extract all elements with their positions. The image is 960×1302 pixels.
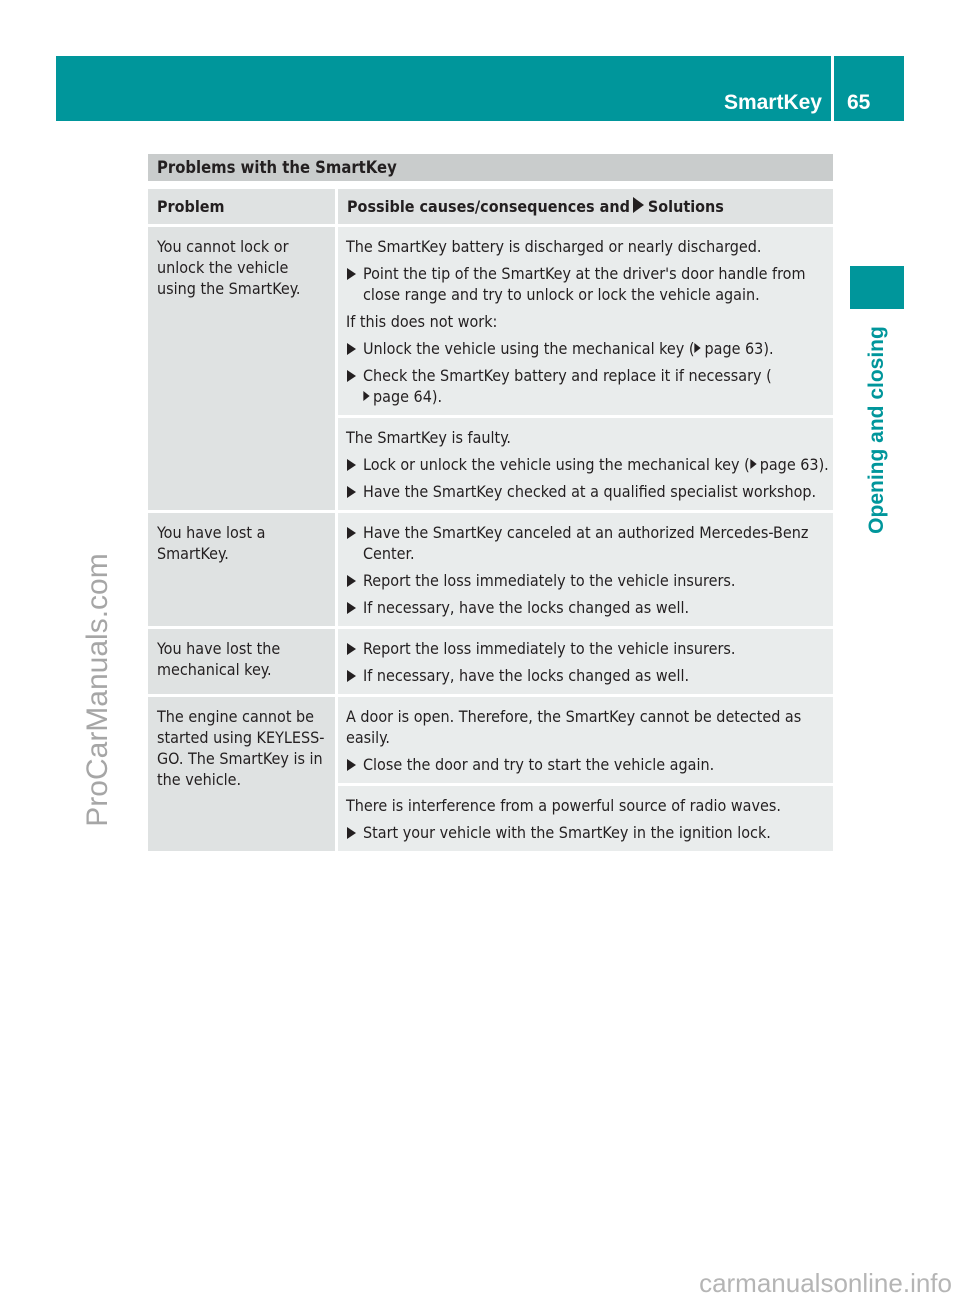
- action-arrow-icon: [346, 454, 363, 475]
- page-ref-icon: [363, 391, 369, 401]
- page-number: 65: [847, 91, 871, 114]
- action-arrow-icon: [346, 754, 363, 775]
- solution-step: Check the SmartKey battery and replace it if necessary (page 64).: [346, 365, 829, 407]
- problem-cell: You have lost the mechanical key.: [148, 629, 335, 694]
- solution-step: Lock or unlock the vehicle using the mechanical key ( page 63).: [346, 454, 829, 475]
- cause-block: [338, 418, 833, 510]
- action-arrow-icon: [346, 570, 363, 591]
- action-arrow-icon: [633, 197, 644, 213]
- cause-text: There is interference from a powerful source of radio waves.: [346, 796, 781, 815]
- column-header-causes: Possible causes/consequences and Solutions: [338, 189, 833, 224]
- cause-block: [338, 697, 833, 783]
- cause-block: [338, 629, 833, 694]
- cause-block: [338, 227, 833, 415]
- cause-text: The SmartKey battery is discharged or nearly discharged.: [346, 237, 762, 256]
- action-arrow-icon: [346, 638, 363, 659]
- action-arrow-icon: [346, 365, 363, 386]
- solution-step: Unlock the vehicle using the mechanical key ( page 63).: [346, 338, 829, 359]
- solution-step: Report the loss immediately to the vehicle insurers.: [346, 638, 829, 659]
- solution-step: Report the loss immediately to the vehicle insurers.: [346, 570, 829, 591]
- causes-cell: [338, 629, 833, 694]
- table-title: Problems with the SmartKey: [148, 154, 833, 181]
- action-arrow-icon: [346, 822, 363, 843]
- causes-cell: [338, 227, 833, 510]
- problems-table: [148, 154, 833, 854]
- watermark-bottom: carmanualsonline.info: [699, 1268, 952, 1298]
- action-arrow-icon: [346, 338, 363, 359]
- cause-text: A door is open. Therefore, the SmartKey cannot be detected as easily.: [346, 707, 802, 747]
- header-divider: [831, 56, 834, 121]
- action-arrow-icon: [346, 522, 363, 543]
- solution-step: Have the SmartKey checked at a qualified specialist workshop.: [346, 481, 829, 502]
- causes-cell: [338, 513, 833, 626]
- solution-step: If necessary, have the locks changed as well.: [346, 597, 829, 618]
- action-arrow-icon: [346, 665, 363, 686]
- page-reference-link[interactable]: page 63).: [694, 339, 773, 358]
- cause-block: [338, 786, 833, 851]
- table-row: [148, 629, 833, 694]
- table-row: [148, 227, 833, 510]
- note-text: If this does not work:: [346, 312, 498, 331]
- page-reference-link[interactable]: page 63).: [750, 455, 829, 474]
- solution-step: If necessary, have the locks changed as well.: [346, 665, 829, 686]
- problem-cell: The engine cannot be started using KEYLESS-GO. The SmartKey is in the vehicle.: [148, 697, 335, 851]
- section-title: SmartKey: [723, 91, 822, 114]
- table-row: [148, 697, 833, 851]
- action-arrow-icon: [346, 481, 363, 502]
- problem-cell: You have lost a SmartKey.: [148, 513, 335, 626]
- cause-text: The SmartKey is faulty.: [346, 428, 511, 447]
- action-arrow-icon: [346, 263, 363, 284]
- page-ref-icon: [695, 343, 701, 353]
- table-header-row: [148, 189, 833, 224]
- problem-cell: You cannot lock or unlock the vehicle using the SmartKey.: [148, 227, 335, 510]
- page-reference-link[interactable]: page 64).: [363, 387, 442, 406]
- chapter-tab-marker: [850, 266, 904, 309]
- table-row: [148, 513, 833, 626]
- causes-cell: [338, 697, 833, 851]
- page-ref-icon: [750, 459, 756, 469]
- action-arrow-icon: [346, 597, 363, 618]
- solution-step: Point the tip of the SmartKey at the driver's door handle from close range and try to unlock or lock the vehicle again.: [346, 263, 829, 305]
- solution-step: Have the SmartKey canceled at an authorized Mercedes-Benz Center.: [346, 522, 829, 564]
- solution-step: Start your vehicle with the SmartKey in the ignition lock.: [346, 822, 829, 843]
- solution-step: Close the door and try to start the vehicle again.: [346, 754, 829, 775]
- cause-block: [338, 513, 833, 626]
- column-header-problem: Problem: [148, 189, 335, 224]
